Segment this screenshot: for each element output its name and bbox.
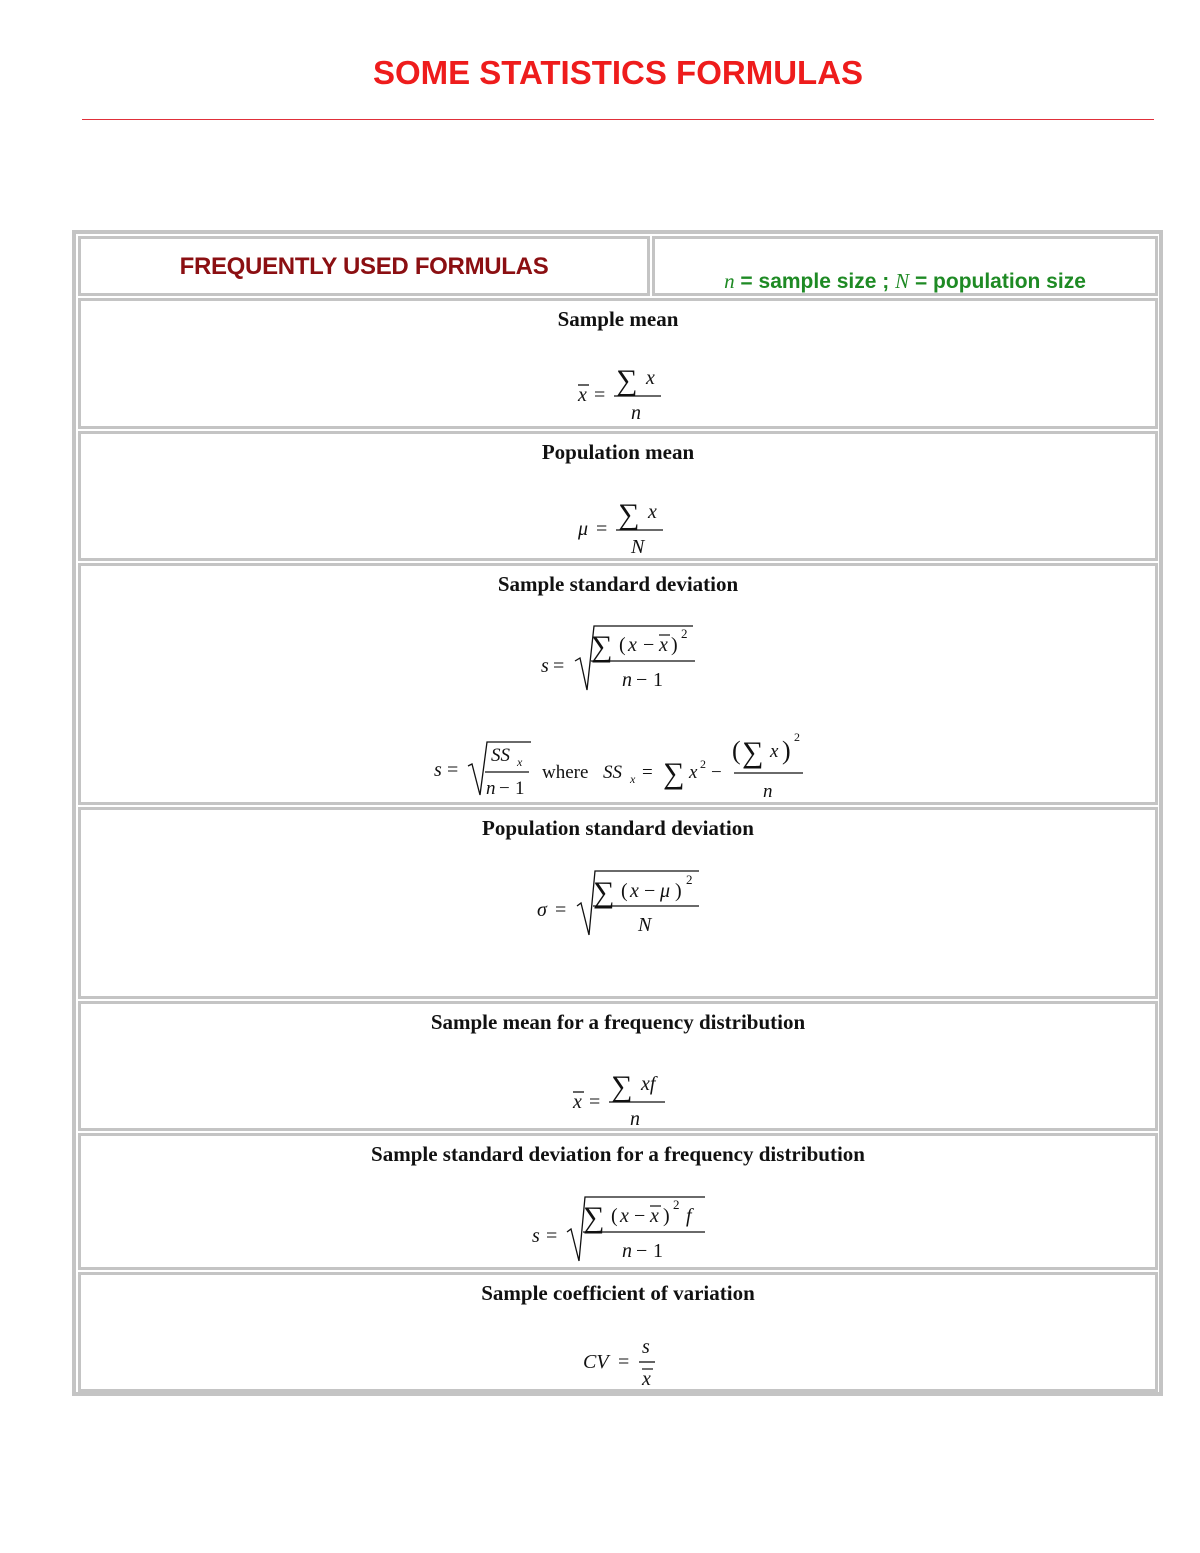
svg-text:s: s: [541, 655, 549, 677]
row-coefficient-variation: [78, 1272, 1158, 1392]
svg-text:=: =: [642, 762, 653, 783]
svg-text:x: x: [648, 501, 657, 523]
svg-text:x: x: [620, 1205, 629, 1227]
header-cell-right: [652, 236, 1158, 296]
svg-text:): ): [671, 634, 678, 656]
svg-text:∑: ∑: [591, 630, 613, 663]
svg-text:μ: μ: [578, 518, 589, 540]
svg-text:x: x: [659, 634, 668, 656]
formula-table: [72, 230, 1163, 1396]
N-symbol: N: [895, 269, 910, 293]
svg-text:s: s: [642, 1336, 650, 1358]
svg-text:=: =: [618, 1351, 630, 1373]
svg-text:x: x: [630, 880, 639, 902]
svg-text:SS: SS: [491, 745, 510, 766]
svg-text:2: 2: [681, 626, 688, 641]
svg-text:): ): [782, 736, 791, 765]
header-left-label: FREQUENTLY USED FORMULAS: [179, 253, 549, 280]
where-label: where: [542, 762, 589, 783]
row-population-mean: [78, 431, 1158, 561]
svg-text:s: s: [434, 759, 442, 781]
row-sample-mean: [78, 298, 1158, 429]
svg-text:∑: ∑: [616, 364, 638, 397]
svg-text:−: −: [634, 1205, 646, 1227]
svg-text:(: (: [619, 634, 626, 656]
svg-text:x: x: [770, 741, 779, 762]
svg-text:−: −: [636, 1240, 648, 1262]
title-rule: [82, 119, 1154, 120]
svg-text:∑: ∑: [742, 736, 764, 769]
svg-text:μ: μ: [660, 880, 671, 902]
n-definition: = sample size ;: [734, 270, 896, 293]
svg-text:−: −: [644, 880, 656, 902]
svg-text:∑: ∑: [593, 876, 615, 909]
svg-text:N: N: [631, 536, 645, 558]
svg-text:x: x: [630, 772, 636, 786]
formula-sample-std-dev: [81, 566, 1155, 802]
svg-text:n: n: [630, 1108, 640, 1128]
svg-text:∑: ∑: [583, 1201, 605, 1234]
svg-text:(: (: [621, 880, 628, 902]
row-title: Sample coefficient of variation: [481, 1281, 755, 1305]
svg-text:CV: CV: [583, 1351, 609, 1373]
svg-text:2: 2: [673, 1197, 680, 1212]
svg-text:∑: ∑: [611, 1070, 633, 1103]
svg-text:N: N: [638, 914, 652, 936]
svg-text:2: 2: [700, 757, 706, 771]
svg-text:): ): [675, 880, 682, 902]
svg-text:n: n: [763, 781, 773, 802]
svg-text:x: x: [578, 384, 587, 406]
svg-text:∑: ∑: [663, 757, 685, 790]
svg-text:∑: ∑: [618, 498, 640, 531]
svg-text:=: =: [447, 759, 459, 781]
svg-text:x: x: [573, 1091, 582, 1113]
row-sample-std-dev-freq: [78, 1133, 1158, 1270]
N-definition: = population size: [909, 270, 1086, 293]
svg-text:=: =: [553, 655, 565, 677]
svg-text:−: −: [711, 762, 722, 783]
row-title: Population mean: [541, 440, 695, 464]
svg-text:1: 1: [653, 669, 663, 691]
n-symbol: n: [724, 269, 735, 293]
row-title: Sample mean for a frequency distribution: [430, 1010, 806, 1034]
header-cell-left: [78, 236, 650, 296]
formula-sample-mean: [81, 301, 1155, 426]
svg-text:2: 2: [686, 872, 693, 887]
row-sample-mean-freq: [78, 1001, 1158, 1131]
svg-text:): ): [663, 1205, 670, 1227]
svg-text:=: =: [555, 899, 567, 921]
svg-text:σ: σ: [537, 899, 547, 921]
svg-text:−: −: [643, 634, 655, 656]
svg-text:1: 1: [653, 1240, 663, 1262]
svg-text:=: =: [596, 518, 608, 540]
svg-text:−: −: [499, 778, 510, 799]
svg-text:x: x: [650, 1205, 659, 1227]
svg-text:n: n: [631, 402, 641, 424]
svg-text:s: s: [532, 1225, 540, 1247]
svg-text:−: −: [636, 669, 648, 691]
svg-text:x: x: [517, 755, 523, 769]
svg-text:=: =: [546, 1225, 558, 1247]
svg-text:=: =: [594, 384, 606, 406]
svg-text:xf: xf: [641, 1073, 656, 1095]
svg-text:SS: SS: [603, 762, 622, 783]
page-title: SOME STATISTICS FORMULAS: [372, 54, 864, 91]
svg-text:x: x: [628, 634, 637, 656]
formula-sample-std-dev-freq: [81, 1136, 1155, 1267]
row-sample-std-dev: [78, 563, 1158, 805]
svg-text:x: x: [689, 762, 698, 783]
svg-text:2: 2: [794, 730, 800, 744]
svg-text:(: (: [611, 1205, 618, 1227]
svg-text:1: 1: [515, 778, 525, 799]
row-title: Sample mean: [557, 307, 679, 331]
row-population-std-dev: [78, 807, 1158, 999]
header-right-label: [655, 269, 1155, 294]
row-title: Sample standard deviation: [497, 572, 739, 596]
svg-text:n: n: [622, 669, 632, 691]
svg-text:x: x: [642, 1368, 651, 1389]
row-title: Population standard deviation: [482, 816, 754, 840]
svg-text:f: f: [686, 1205, 692, 1227]
svg-text:n: n: [486, 778, 496, 799]
formula-population-mean: [81, 434, 1155, 558]
row-title: Sample standard deviation for a frequency distribution: [371, 1142, 865, 1166]
svg-text:x: x: [646, 367, 655, 389]
formula-population-std-dev: [81, 810, 1155, 996]
svg-text:n: n: [622, 1240, 632, 1262]
formula-sample-mean-freq: [81, 1004, 1155, 1128]
svg-text:=: =: [589, 1091, 601, 1113]
svg-text:(: (: [732, 736, 741, 765]
formula-coefficient-variation: [81, 1275, 1155, 1389]
